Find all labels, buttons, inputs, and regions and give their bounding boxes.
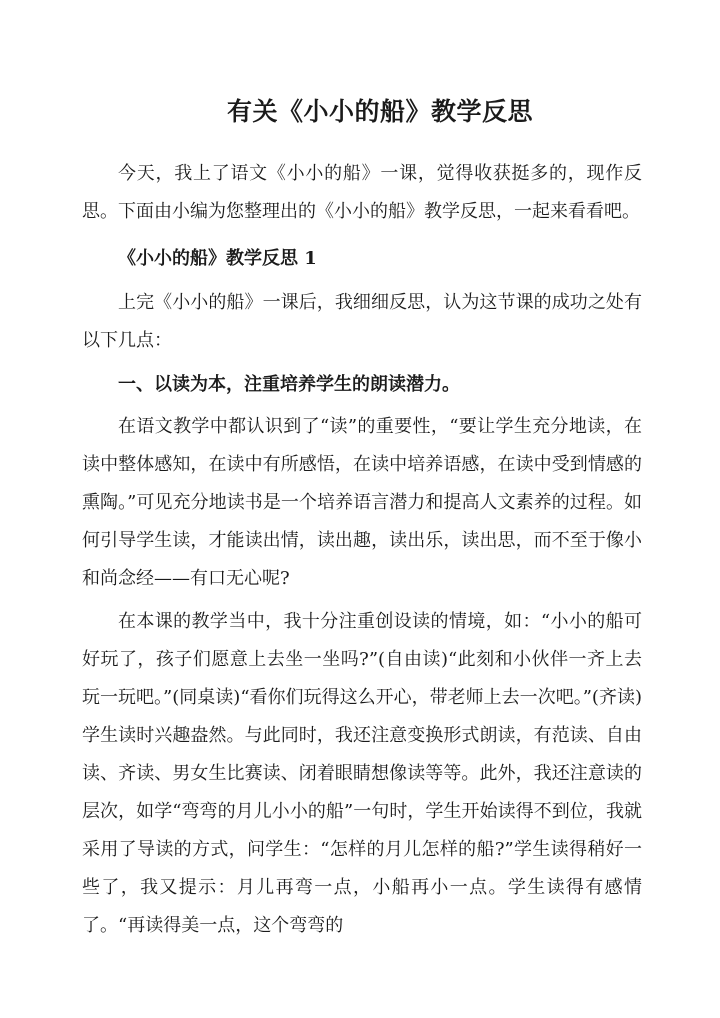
body-paragraph: 在语文教学中都认识到了“读”的重要性，“要让学生充分地读，在读中整体感知，在读中有所感悟，在读中培养语感，在读中受到情感的熏陶。”可见充分地读书是一个培养语言潜力和提高人文素养的过程。如何引导学生读，才能读出情，读出趣，读出乐，读出思，而不至于像小和尚念经——有口无心呢? (82, 416, 642, 589)
section-heading: 《小小的船》教学反思 1 (118, 248, 317, 269)
section-intro-paragraph: 上完《小小的船》一课后，我细细反思，认为这节课的成功之处有以下几点： (82, 292, 642, 351)
point-heading: 一、以读为本，注重培养学生的朗读潜力。 (118, 374, 460, 395)
intro-paragraph: 今天，我上了语文《小小的船》一课，觉得收获挺多的，现作反思。下面由小编为您整理出的《小小的船》教学反思，一起来看看吧。 (82, 163, 642, 222)
document-title: 有关《小小的船》教学反思 (226, 97, 533, 126)
body-paragraph-continued: 在本课的教学当中，我十分注重创设读的情境，如：“小小的船可好玩了，孩子们愿意上去坐一坐吗?”(自由读)“此刻和小伙伴一齐上去玩一玩吧。”(同桌读)“看你们玩得这么开心，带老师上去一次吧。”(齐读)学生读时兴趣盎然。与此同时，我还注意变换形式朗读，有范读、自由读、齐读、男女生比赛读、闭着眼睛想像读等等。此外，我还注意读的层次，如学“弯弯的月儿小小的船”一句时，学生开始读得不到位，我就采用了导读的方式，问学生：“怎样的月儿怎样的船?”学生读得稍好一些了，我又提示：月儿再弯一点，小船再小一点。学生读得有感情了。“再读得美一点，这个弯弯的 (82, 611, 642, 936)
